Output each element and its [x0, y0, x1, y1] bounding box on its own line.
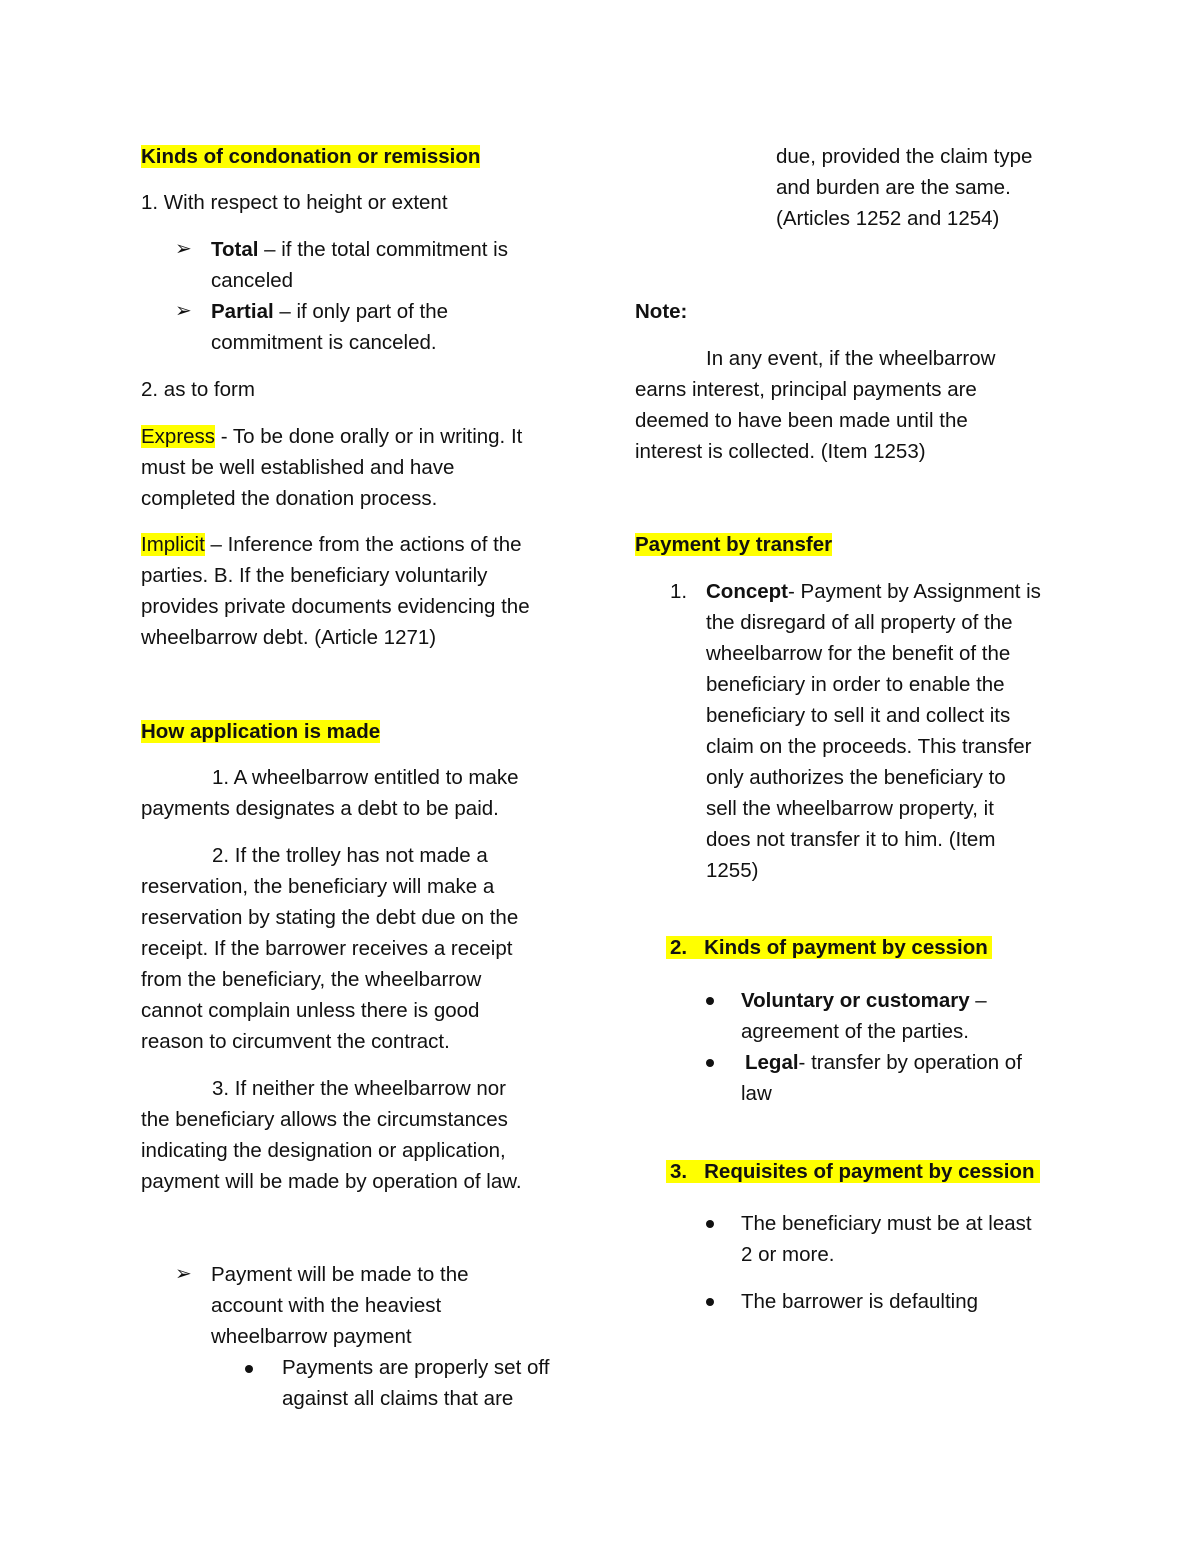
concept-line: only authorizes the beneficiary to — [706, 766, 1006, 789]
partial-text-cont: commitment is canceled. — [211, 331, 437, 354]
voluntary-label: Voluntary or customary — [741, 989, 970, 1012]
concept-text: - Payment by Assignment is — [788, 580, 1041, 603]
requisite-line: 2 or more. — [741, 1243, 835, 1266]
partial-label: Partial — [211, 300, 274, 323]
paragraph-line: reason to circumvent the contract. — [141, 1030, 450, 1053]
express-line — [141, 421, 522, 452]
total-text: – if the total commitment is — [258, 238, 508, 261]
implicit-label: Implicit — [141, 533, 205, 556]
heading-application — [141, 716, 380, 747]
note-line: In any event, if the wheelbarrow — [706, 347, 996, 370]
bullet-item-line: Payments are properly set off — [282, 1356, 550, 1379]
round-bullet-icon — [245, 1365, 253, 1373]
heading-kinds-condonation — [141, 141, 480, 172]
concept-label: Concept — [706, 580, 788, 603]
paragraph-line: indicating the designation or application, — [141, 1139, 506, 1162]
requisite-line: The beneficiary must be at least — [741, 1212, 1032, 1235]
paragraph-line: reservation by stating the debt due on the — [141, 906, 519, 929]
note-line: deemed to have been made until the — [635, 409, 968, 432]
arrow-item-line: account with the heaviest — [211, 1294, 442, 1317]
bullet-item-line: against all claims that are — [282, 1387, 514, 1410]
heading-application-text: How application is made — [141, 720, 381, 743]
paragraph-line: receipt. If the barrower receives a receipt — [141, 937, 513, 960]
requisite-line: The barrower is defaulting — [741, 1290, 979, 1313]
list-number: 3. — [670, 1160, 688, 1183]
concept-line: wheelbarrow for the benefit of the — [706, 642, 1011, 665]
voluntary-text: – — [969, 989, 987, 1012]
heading-kinds-cession — [666, 932, 992, 963]
note-line: interest is collected. (Item 1253) — [635, 440, 926, 463]
partial-text: – if only part of the — [273, 300, 449, 323]
arrow-bullet-icon: ➢ — [175, 300, 192, 322]
legal-text: - transfer by operation of — [798, 1051, 1022, 1074]
heading-kinds-condonation-text: Kinds of condonation or remission — [141, 145, 481, 168]
round-bullet-icon — [706, 1298, 714, 1306]
round-bullet-icon — [706, 1220, 714, 1228]
concept-line: beneficiary to sell it and collect its — [706, 704, 1011, 727]
implicit-text-cont: provides private documents evidencing the — [141, 595, 530, 618]
implicit-text-cont: parties. B. If the beneficiary voluntarily — [141, 564, 488, 587]
paragraph-line: from the beneficiary, the wheelbarrow — [141, 968, 482, 991]
implicit-line — [141, 529, 522, 560]
total-text-cont: canceled — [211, 269, 294, 292]
note-label: Note: — [635, 300, 688, 323]
arrow-item-line: Payment will be made to the — [211, 1263, 469, 1286]
item-height-extent: 1. With respect to height or extent — [141, 191, 448, 214]
concept-line: 1255) — [706, 859, 759, 882]
round-bullet-icon — [706, 1059, 714, 1067]
continued-line: and burden are the same. — [776, 176, 1011, 199]
paragraph-line: reservation, the beneficiary will make a — [141, 875, 495, 898]
concept-line: does not transfer it to him. (Item — [706, 828, 996, 851]
implicit-text-cont: wheelbarrow debt. (Article 1271) — [141, 626, 437, 649]
arrow-item-line: wheelbarrow payment — [211, 1325, 412, 1348]
arrow-bullet-icon: ➢ — [175, 238, 192, 260]
partial-line — [211, 296, 448, 327]
express-text-cont: completed the donation process. — [141, 487, 438, 510]
list-number: 2. — [670, 936, 688, 959]
paragraph-line: the beneficiary allows the circumstances — [141, 1108, 508, 1131]
paragraph-line: payments designates a debt to be paid. — [141, 797, 499, 820]
express-text: - To be done orally or in writing. It — [215, 425, 523, 448]
legal-line — [745, 1047, 1022, 1078]
item-as-to-form: 2. as to form — [141, 378, 255, 401]
continued-line: due, provided the claim type — [776, 145, 1033, 168]
arrow-bullet-icon: ➢ — [175, 1263, 192, 1285]
list-number: 1. — [670, 580, 688, 603]
legal-text-cont: law — [741, 1082, 772, 1105]
implicit-text: – Inference from the actions of the — [204, 533, 522, 556]
concept-line — [706, 576, 1041, 607]
total-label: Total — [211, 238, 259, 261]
continued-line: (Articles 1252 and 1254) — [776, 207, 1000, 230]
express-text-cont: must be well established and have — [141, 456, 455, 479]
heading-requisites-text: Requisites of payment by cession — [704, 1160, 1035, 1183]
concept-line: the disregard of all property of the — [706, 611, 1013, 634]
concept-line: claim on the proceeds. This transfer — [706, 735, 1032, 758]
paragraph-line: cannot complain unless there is good — [141, 999, 480, 1022]
legal-label: Legal — [745, 1051, 799, 1074]
heading-payment-transfer — [635, 529, 832, 560]
note-line: earns interest, principal payments are — [635, 378, 977, 401]
paragraph-line: 3. If neither the wheelbarrow nor — [212, 1077, 506, 1100]
heading-payment-transfer-text: Payment by transfer — [635, 533, 833, 556]
express-label: Express — [141, 425, 216, 448]
paragraph-line: payment will be made by operation of law. — [141, 1170, 522, 1193]
paragraph-line: 2. If the trolley has not made a — [212, 844, 488, 867]
round-bullet-icon — [706, 997, 714, 1005]
paragraph-line: 1. A wheelbarrow entitled to make — [212, 766, 519, 789]
total-line — [211, 234, 508, 265]
heading-requisites — [666, 1156, 1040, 1187]
heading-kinds-cession-text: Kinds of payment by cession — [704, 936, 988, 959]
concept-line: sell the wheelbarrow property, it — [706, 797, 994, 820]
concept-line: beneficiary in order to enable the — [706, 673, 1005, 696]
voluntary-text-cont: agreement of the parties. — [741, 1020, 969, 1043]
voluntary-line — [741, 985, 987, 1016]
